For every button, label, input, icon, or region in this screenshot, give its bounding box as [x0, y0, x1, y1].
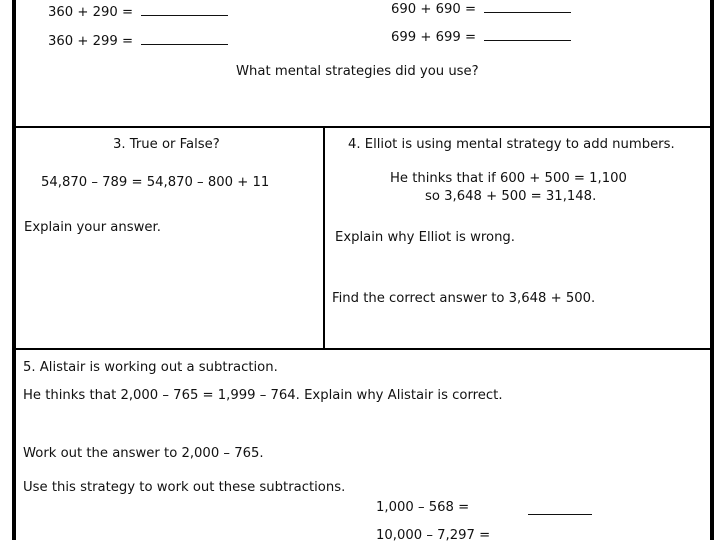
- q5-title: 5. Alistair is working out a subtraction.: [23, 360, 278, 375]
- q5-prompt-strategy: Use this strategy to work out these subtractions.: [23, 480, 346, 495]
- q5-equation-2: [376, 528, 490, 544]
- equation-expr: 1,000 – 568 =: [376, 500, 470, 515]
- answer-blank[interactable]: [484, 0, 571, 13]
- equation-expr: 699 + 699 =: [391, 30, 477, 45]
- q4-prompt-explain: Explain why Elliot is wrong.: [335, 230, 515, 245]
- q5-equation-1: [376, 500, 469, 516]
- q5-prompt-workout: Work out the answer to 2,000 – 765.: [23, 446, 264, 461]
- mental-strategies-prompt: What mental strategies did you use?: [236, 64, 479, 79]
- equation-expr: 690 + 690 =: [391, 2, 477, 17]
- answer-blank[interactable]: [141, 3, 228, 16]
- q5-statement: He thinks that 2,000 – 765 = 1,999 – 764. Explain why Alistair is correct.: [23, 388, 503, 403]
- left-page-border: [12, 0, 16, 540]
- equation-expr: 10,000 – 7,297 =: [376, 528, 491, 543]
- equation-expr: 360 + 299 =: [48, 34, 134, 49]
- q4-prompt-find: Find the correct answer to 3,648 + 500.: [332, 291, 596, 306]
- equation-360-299: [48, 32, 228, 50]
- q4-line2: so 3,648 + 500 = 31,148.: [425, 189, 597, 204]
- right-page-border: [710, 0, 714, 540]
- divider-top: [12, 126, 714, 128]
- q4-line1: He thinks that if 600 + 500 = 1,100: [390, 171, 627, 186]
- q4-title: 4. Elliot is using mental strategy to add numbers.: [348, 137, 675, 152]
- answer-blank[interactable]: [484, 28, 571, 41]
- q3-prompt: Explain your answer.: [24, 220, 161, 235]
- equation-360-290: [48, 3, 228, 21]
- equation-690-690: [391, 0, 571, 18]
- equation-expr: 360 + 290 =: [48, 5, 134, 20]
- equation-699-699: [391, 28, 571, 46]
- divider-q3-q4: [323, 126, 325, 350]
- divider-middle: [12, 348, 714, 350]
- q3-equation: 54,870 – 789 = 54,870 – 800 + 11: [41, 175, 270, 190]
- answer-blank[interactable]: [141, 32, 228, 45]
- answer-blank[interactable]: [528, 502, 592, 515]
- q3-title: 3. True or False?: [113, 137, 220, 152]
